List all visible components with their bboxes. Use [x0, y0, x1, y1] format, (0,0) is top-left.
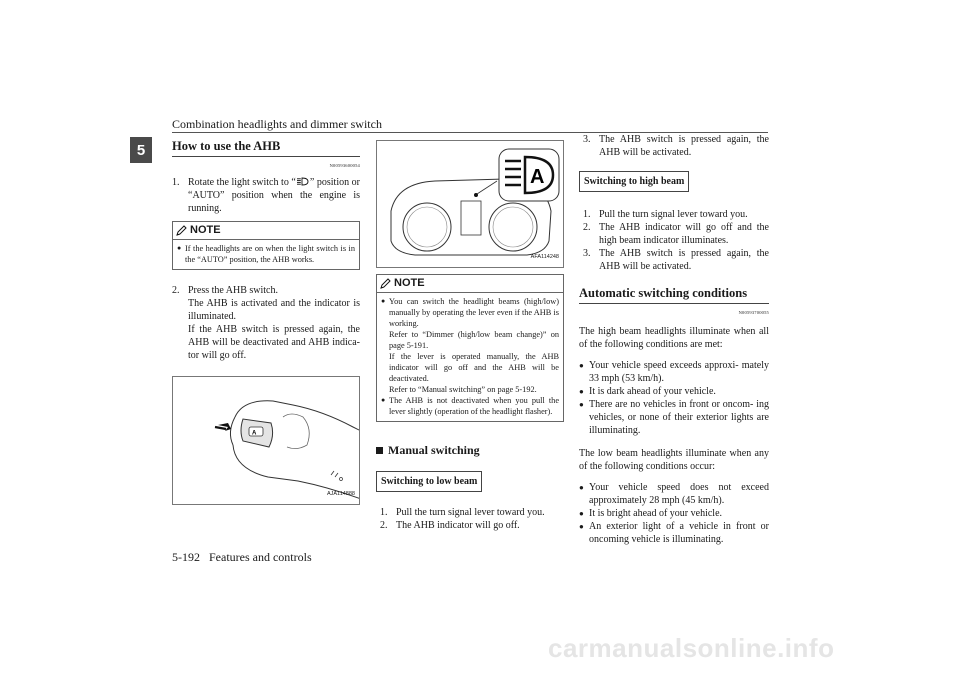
page-footer — [172, 550, 312, 565]
site-watermark: carmanualsonline.info — [548, 633, 835, 663]
section-tab: 5 — [130, 137, 152, 163]
bullet-icon: ● — [579, 361, 584, 370]
headlight-symbol-icon — [296, 177, 310, 186]
svg-text:A: A — [530, 166, 545, 188]
step-2: 2. The AHB indicator will go off. — [380, 520, 520, 531]
step-2: 2. Press the AHB switch. The AHB is activated and the indicator is illuminated. If the AHB switch is pressed again, the AHB will be deactivated and AHB indica- tor will go off. — [172, 285, 360, 361]
step-number: 2. — [172, 285, 180, 296]
step-number: 1. — [172, 177, 180, 188]
bullet-icon: ● — [579, 483, 584, 492]
footer-section: Features and controls — [209, 550, 312, 564]
step-1: 1. Pull the turn signal lever toward you. — [380, 507, 545, 518]
step-3: 3. The AHB switch is pressed again, the AHB will be activated. — [583, 134, 769, 158]
section-code: N00593700055 — [738, 310, 769, 315]
note-bullet: ● The AHB is not deactivated when you pull the lever slightly (operation of the headlight flasher). — [381, 396, 559, 416]
boxed-heading-high-beam: Switching to high beam — [579, 171, 689, 192]
list-item: ● It is dark ahead of your vehicle. — [579, 386, 716, 397]
section-code: N00593600054 — [329, 163, 360, 168]
ahb-switch-lever-illustration — [173, 377, 360, 505]
list-item: ● Your vehicle speed does not exceed approximately 28 mph (45 km/h). — [579, 482, 769, 506]
section-heading-automatic-switching: Automatic switching conditions — [579, 287, 769, 304]
note-label: NOTE — [394, 277, 425, 289]
bullet-icon: ● — [579, 400, 584, 409]
step-text: Rotate the light switch to “ — [188, 177, 296, 188]
svg-text:A: A — [252, 430, 257, 437]
bullet-icon: ● — [579, 522, 584, 531]
note-box — [172, 221, 360, 270]
bullet-icon: ● — [579, 387, 584, 396]
list-item: ● Your vehicle speed exceeds approxi- mately 33 mph (53 km/h). — [579, 360, 769, 384]
bullet-icon: ● — [381, 297, 386, 305]
list-item: ● There are no vehicles in front or oncom- ing vehicles, or none of their exterior lights are illuminating. — [579, 399, 769, 436]
step-1 — [172, 176, 360, 215]
step-2: 2. The AHB indicator will go off and the high beam indicator illuminates. — [583, 222, 769, 246]
boxed-heading-low-beam: Switching to low beam — [376, 471, 482, 492]
list-item: ● An exterior light of a vehicle in front or oncoming vehicle is illuminating. — [579, 521, 769, 545]
column-1 — [172, 140, 360, 505]
step-3: 3. The AHB switch is pressed again, the AHB will be activated. — [583, 248, 769, 272]
figure-code: AFA114248 — [530, 254, 559, 260]
note-bullet: ● You can switch the headlight beams (high/low) manually by operating the lever even if the AHB is working. Refer to “Dimmer (high/low beam change)” on page 5-191. If the lever is operated manually, the AHB indicator will go off and the AHB will be deactivated. Refer to “Manual switching” on page 5-192. — [381, 297, 559, 394]
column-3 — [579, 133, 769, 546]
pencil-note-icon — [380, 278, 391, 289]
paragraph: The high beam headlights illuminate when all of the following conditions are met: — [579, 326, 769, 350]
note-bullet: ● If the headlights are on when the light switch is in the “AUTO” position, the AHB works. — [177, 244, 355, 264]
section-heading-how-to-use: How to use the AHB — [172, 140, 360, 157]
figure-ahb-switch — [172, 376, 360, 505]
step-text-continued: ” position or “AUTO” position when the engine is running. — [188, 177, 361, 214]
bullet-icon: ● — [579, 509, 584, 518]
subheading-manual-switching: Manual switching — [376, 444, 564, 457]
figure-ahb-indicator — [376, 140, 564, 268]
note-box — [376, 274, 564, 422]
note-label: NOTE — [190, 224, 221, 236]
square-bullet-icon — [376, 447, 383, 454]
column-2 — [376, 140, 564, 532]
figure-code: AJA114888 — [326, 491, 355, 497]
pencil-note-icon — [176, 225, 187, 236]
bullet-icon: ● — [177, 244, 182, 252]
list-item: ● It is bright ahead of your vehicle. — [579, 508, 723, 519]
page-header-title: Combination headlights and dimmer switch — [172, 117, 382, 131]
instrument-cluster-illustration — [377, 141, 564, 268]
bullet-icon: ● — [381, 396, 386, 404]
step-1: 1. Pull the turn signal lever toward you. — [583, 209, 748, 220]
paragraph: The low beam headlights illuminate when any of the following conditions occur: — [579, 448, 769, 472]
page-number: 5-192 — [172, 550, 200, 564]
